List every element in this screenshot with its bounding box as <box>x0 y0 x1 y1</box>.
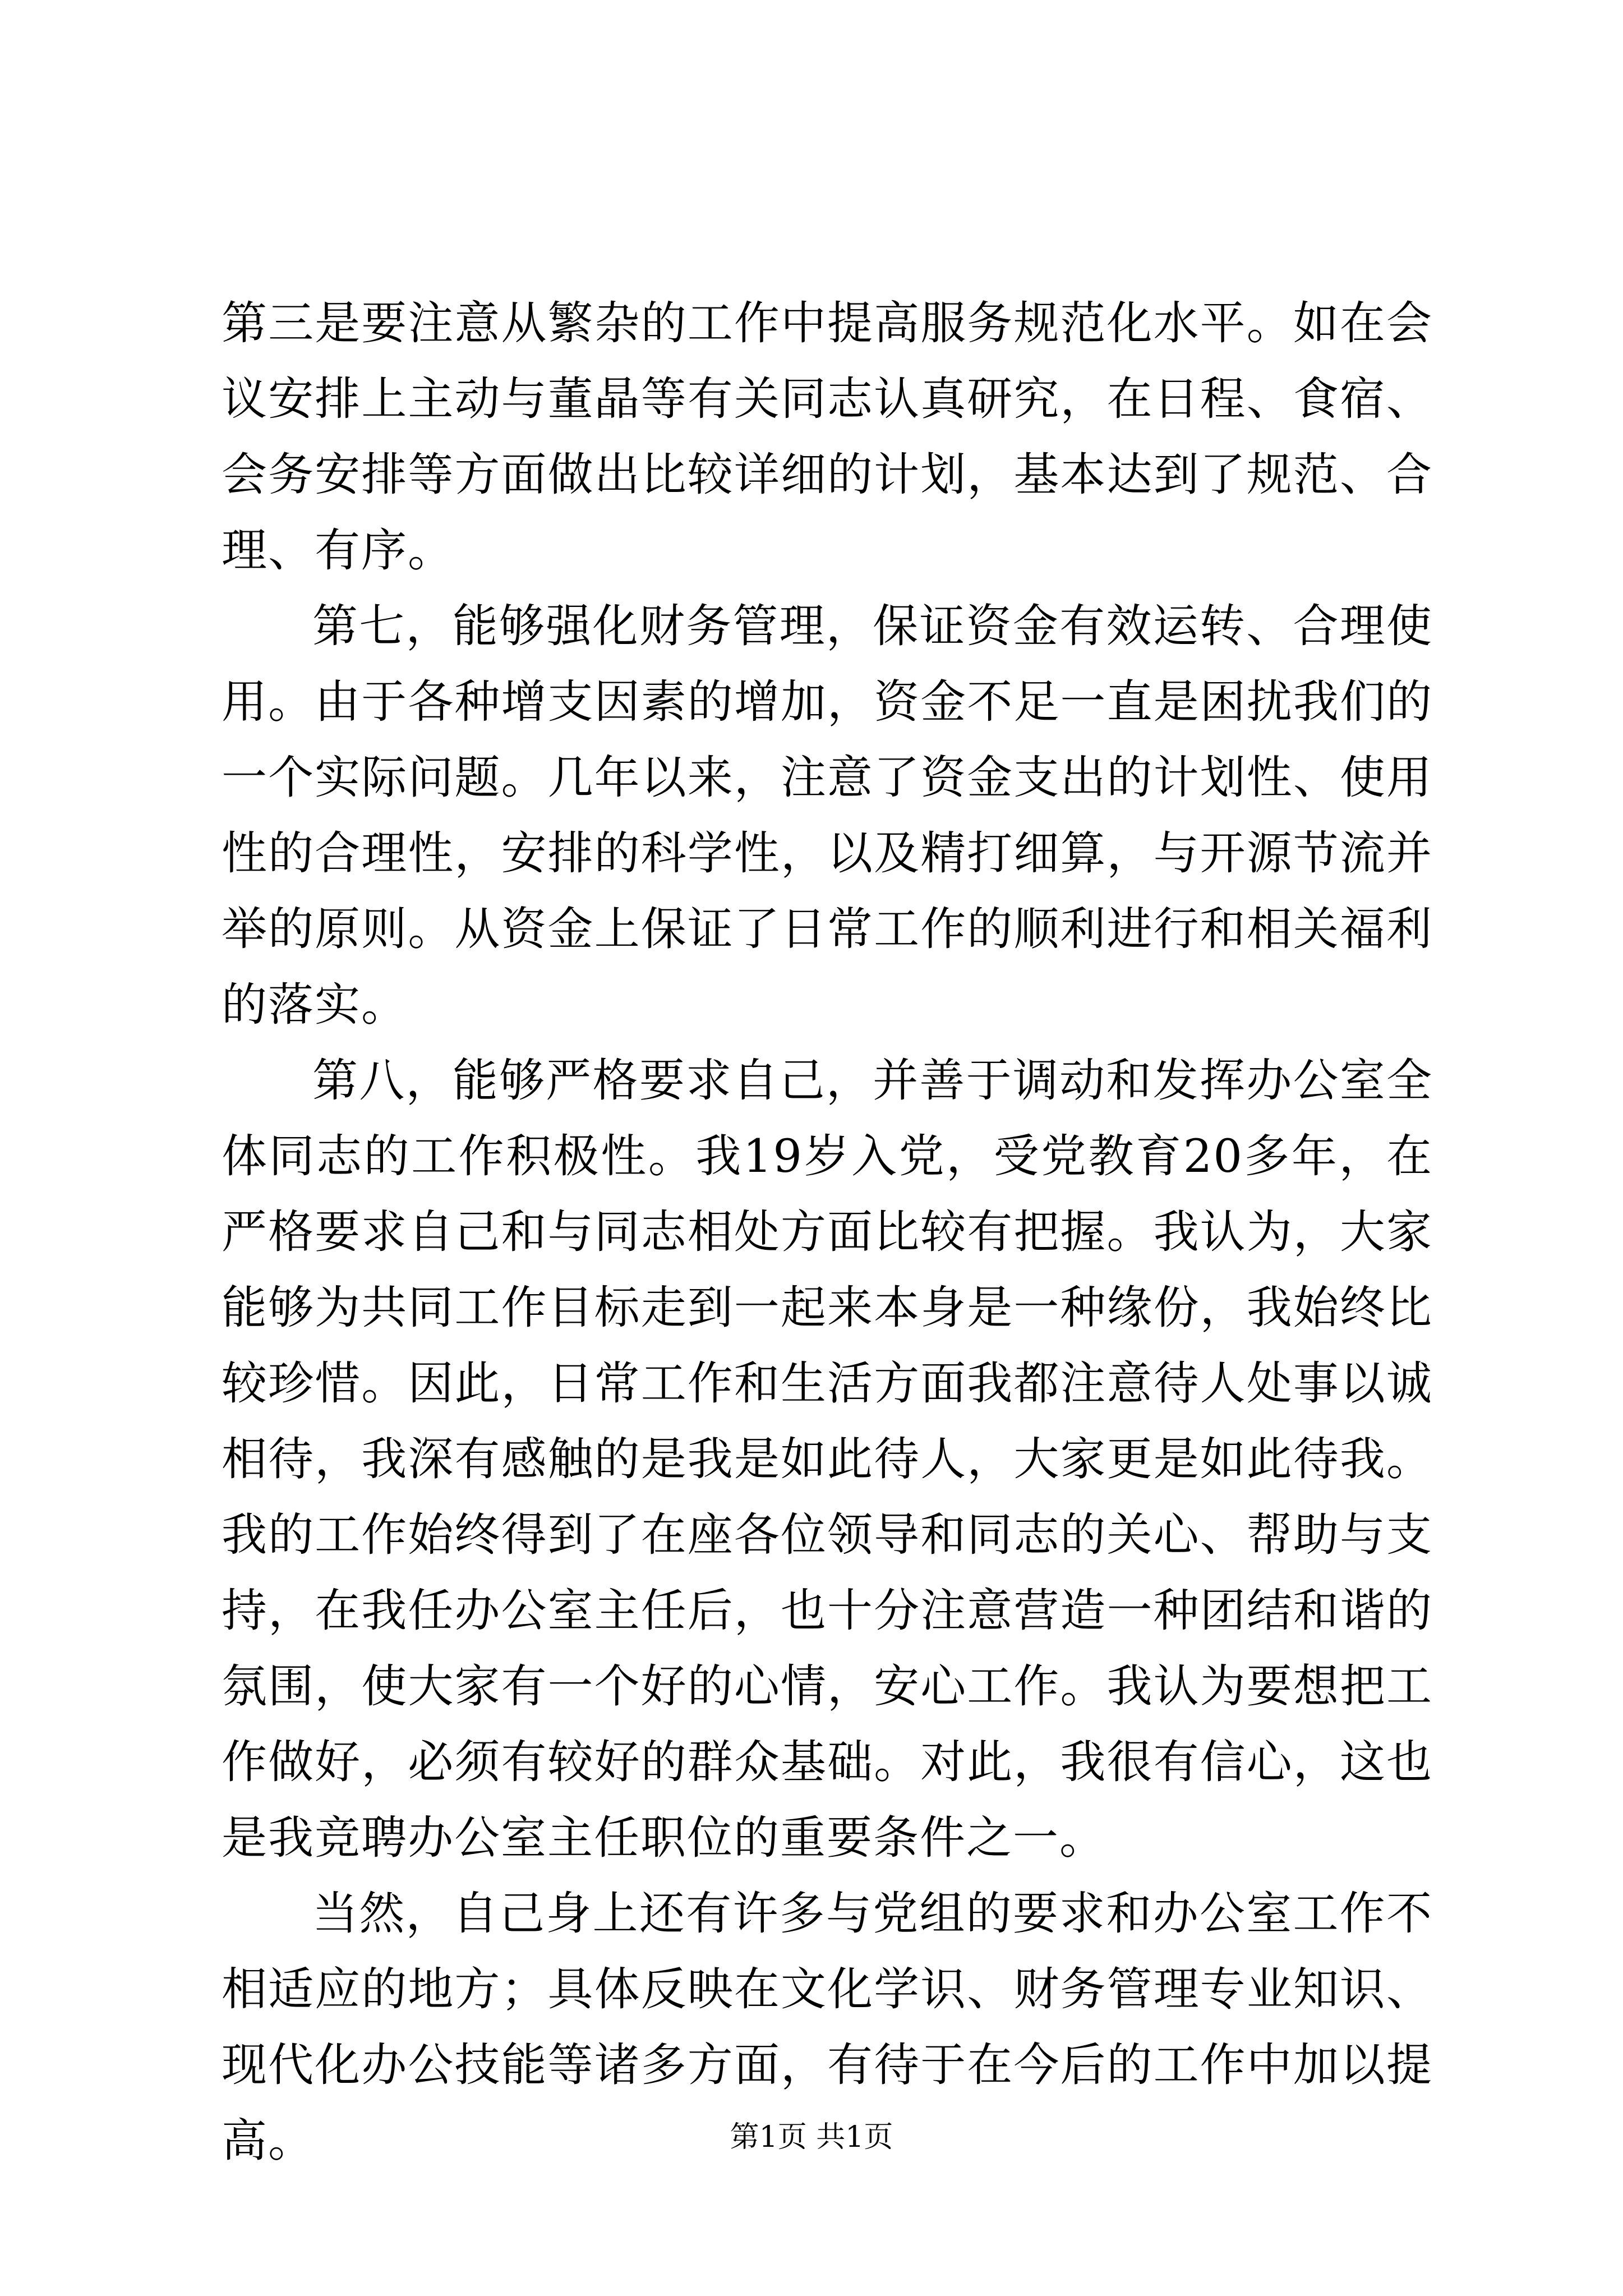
paragraph-self-discipline: 第八，能够严格要求自己，并善于调动和发挥办公室全体同志的工作积极性。我19岁入党，受党教育20多年，在严格要求自己和与同志相处方面比较有把握。我认为，大家能够为共同工作目标走到一起来本身是一种缘份，我始终比较珍惜。因此，日常工作和生活方面我都注意待人处事以诚相待，我深有感触的是我是如此待人，大家更是如此待我。我的工作始终得到了在座各位领导和同志的关心、帮助与支持，在我任办公室主任后，也十分注意营造一种团结和谐的氛围，使大家有一个好的心情，安心工作。我认为要想把工作做好，必须有较好的群众基础。对此，我很有信心，这也是我竞聘办公室主任职位的重要条件之一。 <box>222 1055 1433 1865</box>
paragraph-shortcomings: 当然，自己身上还有许多与党组的要求和办公室工作不相适应的地方；具体反映在文化学识、财务管理专业知识、现代化办公技能等诸多方面，有待于在今后的工作中加以提高。 <box>222 1888 1433 2168</box>
page-footer: 第1页 共1页 <box>730 2120 893 2154</box>
paragraph-financial-management: 第七，能够强化财务管理，保证资金有效运转、合理使用。由于各种增支因素的增加，资金不足一直是困扰我们的一个实际问题。几年以来，注意了资金支出的计划性、使用性的合理性，安排的科学性，以及精打细算，与开源节流并举的原则。从资金上保证了日常工作的顺利进行和相关福利的落实。 <box>222 600 1433 1032</box>
paragraph-service-standardization: 第三是要注意从繁杂的工作中提高服务规范化水平。如在会议安排上主动与董晶等有关同志认真研究，在日程、食宿、会务安排等方面做出比较详细的计划，基本达到了规范、合理、有序。 <box>222 297 1433 577</box>
document-body <box>222 286 1433 2179</box>
